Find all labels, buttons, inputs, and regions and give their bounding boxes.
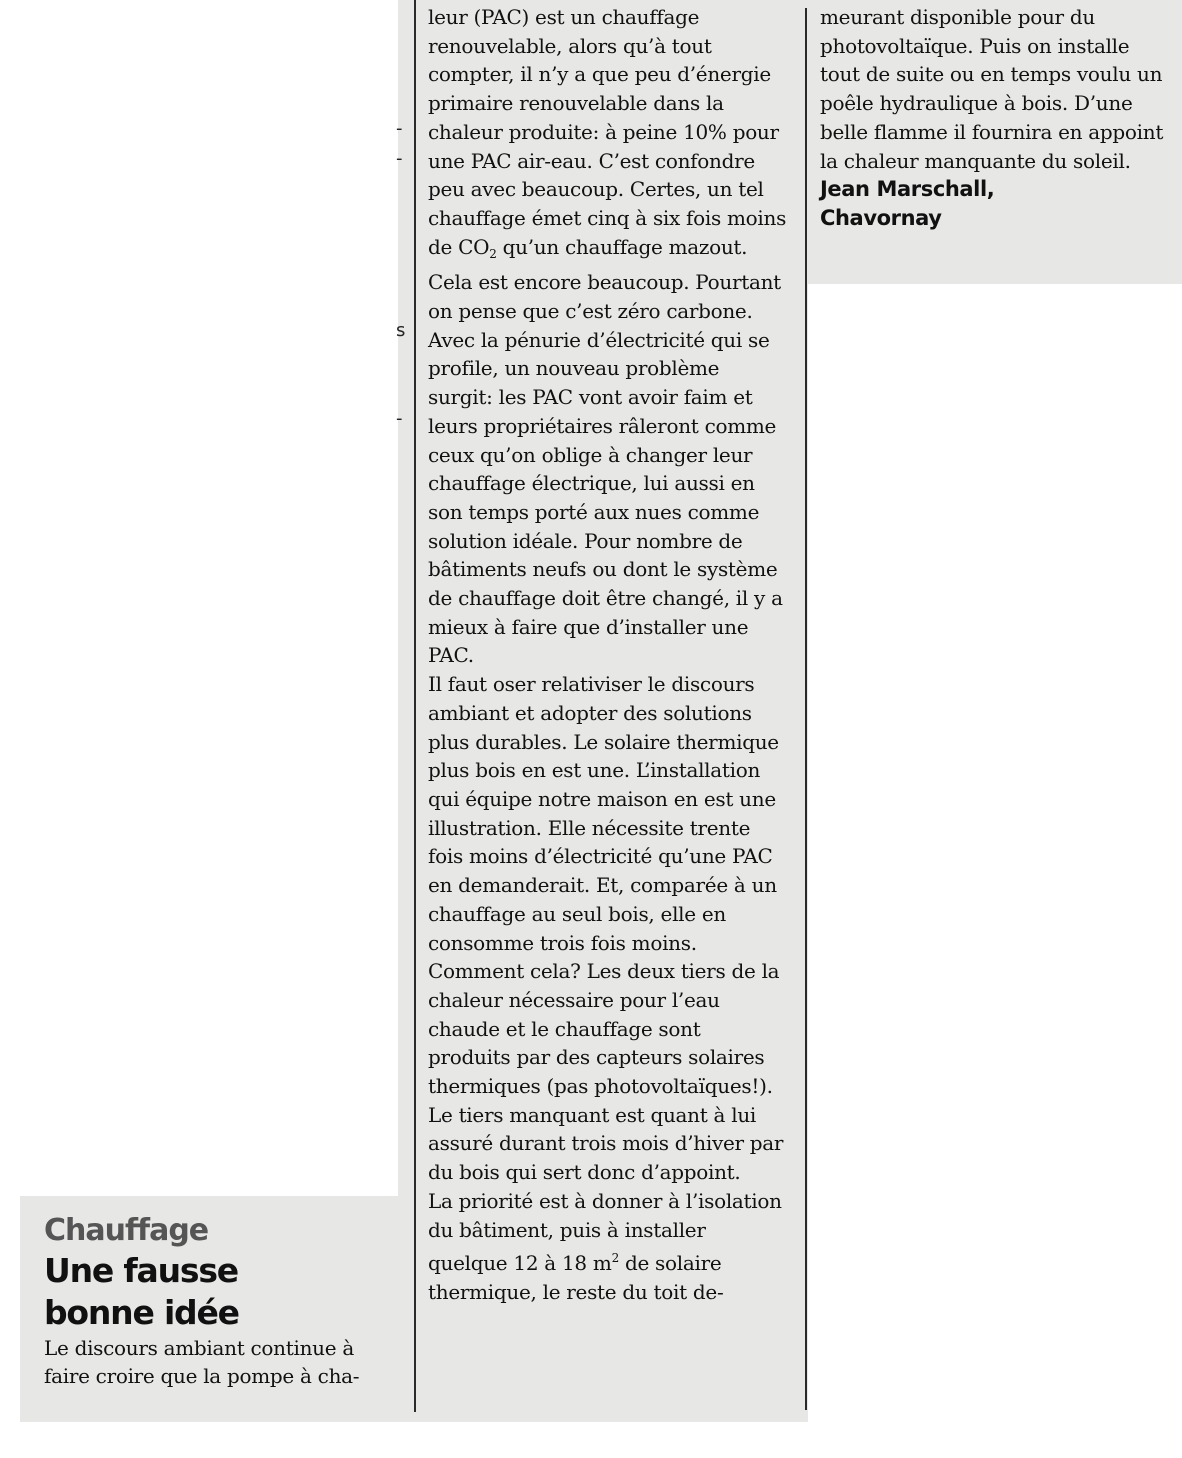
- signature-name: Jean Marschall,: [820, 177, 995, 202]
- margin-mark: -: [396, 148, 403, 169]
- margin-mark: -: [396, 408, 403, 429]
- m2-superscript: 2: [611, 1251, 619, 1266]
- signature-place: Chavornay: [820, 206, 942, 231]
- paragraph-1: [428, 3, 788, 670]
- column-rule-right: [805, 8, 807, 1410]
- paragraph-1-part-b: qu’un chauffage mazout. Cela est encore beaucoup. Pourtant on pense que c’est zéro carbone. Avec la pénurie d’électricité qui se profile, un nouveau problème surgit: les PAC vont avoir faim et leurs propriétaires râleront comme ceux qu’on oblige à changer leur chauffage électrique, lui aussi en son temps porté aux nues comme solution idéale. Pour nombre de bâtiments neufs ou dont le système de chauffage doit être changé, il y a mieux à faire que d’installer une PAC.: [428, 234, 783, 668]
- kicker: Chauffage: [44, 1213, 209, 1248]
- paragraph-1-part-a: leur (PAC) est un chauffage renouvelable, alors qu’à tout compter, il n’y a que peu d’énergie primaire renouvelable dans la chaleur produite: à peine 10% pour une PAC air-eau. C’est confondre peu avec beaucoup. Certes, un tel chauffage émet cinq à six fois moins de CO: [428, 5, 787, 259]
- paragraph-3-part-a: La priorité est à donner à l’isolation du bâtiment, puis à installer quelque 12 à 18 m: [428, 1188, 782, 1276]
- paragraph-2: Il faut oser relativiser le discours ambiant et adopter des solutions plus durables. Le solaire thermique plus bois en est une. L’installation qui équipe notre maison en est une illustration. Elle nécessite trente fois moins d’électricité qu’une PAC en demanderait. Et, comparée à un chauffage au seul bois, elle en consomme trois fois moins. Comment cela? Les deux tiers de la chaleur nécessaire pour l’eau chaude et le chauffage sont produits par des capteurs solaires thermiques (pas photovoltaïques!). Le tiers manquant est quant à lui assuré durant trois mois d’hiver par du bois qui sert donc d’appoint.: [428, 672, 784, 1185]
- paragraph-3: [428, 1187, 788, 1307]
- paragraph-4: meurant disponible pour du photovoltaïque. Puis on installe tout de suite ou en temps voulu un poêle hydraulique à bois. D’une belle flamme il fournira en appoint la chaleur manquante du soleil.: [820, 5, 1164, 173]
- paragraph-3-part-b: de solaire thermique, le reste du toit de-: [428, 1251, 724, 1304]
- headline-line-1: Une fausse: [44, 1251, 238, 1290]
- article-header: [44, 1212, 390, 1390]
- headline-line-2: bonne idée: [44, 1293, 239, 1332]
- margin-mark: s: [396, 320, 406, 341]
- lead-text: Le discours ambiant continue à faire croire que la pompe à cha-: [44, 1336, 360, 1388]
- column-rule-left: [414, 0, 416, 1412]
- co2-subscript: 2: [489, 246, 497, 261]
- article-body-column-3: [820, 3, 1170, 233]
- article-body-column-2: [428, 3, 788, 1307]
- margin-mark: -: [396, 118, 403, 139]
